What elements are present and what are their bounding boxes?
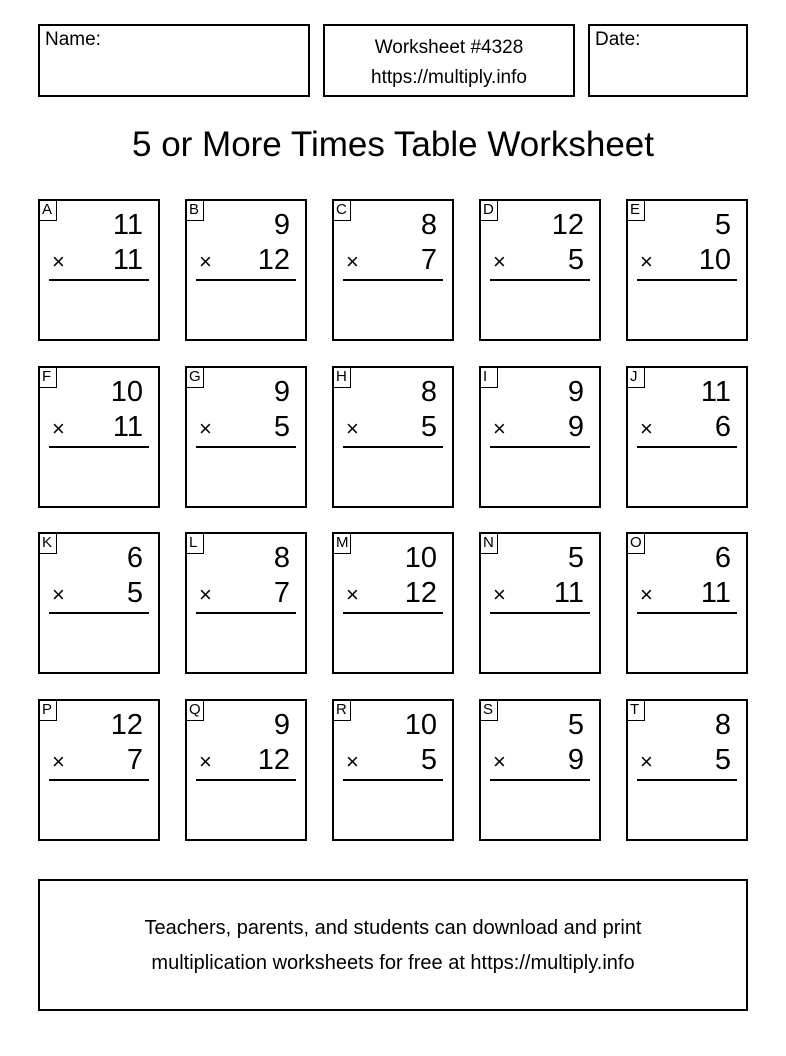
- answer-line: [490, 612, 590, 614]
- problem-cell: [332, 199, 454, 341]
- problem-cell: [38, 532, 160, 674]
- multiplicand: 9: [273, 709, 290, 741]
- answer-line: [343, 446, 443, 448]
- multiplier: 11: [112, 411, 143, 443]
- problem-letter: K: [38, 532, 57, 554]
- multiplicand: 10: [404, 542, 437, 574]
- multiplier: 5: [420, 744, 437, 776]
- multiplier: 5: [420, 411, 437, 443]
- multiplier: 7: [420, 244, 437, 276]
- multiplier: 11: [112, 244, 143, 276]
- times-sign: ×: [346, 749, 359, 774]
- problem-cell: [332, 532, 454, 674]
- times-sign: ×: [346, 249, 359, 274]
- times-sign: ×: [640, 749, 653, 774]
- times-sign: ×: [493, 749, 506, 774]
- problem-cell: [38, 199, 160, 341]
- multiplier: 10: [698, 244, 731, 276]
- answer-line: [196, 612, 296, 614]
- times-sign: ×: [52, 582, 65, 607]
- multiplier: 12: [257, 244, 290, 276]
- multiplicand: 12: [110, 709, 143, 741]
- times-sign: ×: [199, 416, 212, 441]
- problem-cell: [626, 699, 748, 841]
- problem-letter: C: [332, 199, 351, 221]
- worksheet-url: https://multiply.info: [371, 67, 527, 88]
- problem-cell: [332, 699, 454, 841]
- multiplicand: 9: [273, 376, 290, 408]
- problem-letter: M: [332, 532, 351, 554]
- footer-box: [38, 879, 748, 1011]
- answer-line: [637, 779, 737, 781]
- multiplicand: 10: [404, 709, 437, 741]
- problem-letter: N: [479, 532, 498, 554]
- problem-letter: S: [479, 699, 498, 721]
- multiplicand: 11: [700, 376, 731, 408]
- answer-line: [196, 779, 296, 781]
- problem-letter: I: [479, 366, 498, 388]
- times-sign: ×: [52, 249, 65, 274]
- multiplicand: 8: [420, 376, 437, 408]
- date-label: Date:: [595, 29, 641, 50]
- problem-cell: [479, 366, 601, 508]
- answer-line: [49, 446, 149, 448]
- problem-cell: [626, 366, 748, 508]
- answer-line: [196, 279, 296, 281]
- problem-cell: [479, 199, 601, 341]
- problem-letter: Q: [185, 699, 204, 721]
- times-sign: ×: [199, 249, 212, 274]
- problem-letter: T: [626, 699, 645, 721]
- multiplier: 11: [553, 577, 584, 609]
- answer-line: [49, 279, 149, 281]
- multiplicand: 9: [273, 209, 290, 241]
- footer-line-1: Teachers, parents, and students can download and print: [144, 917, 642, 939]
- multiplier: 12: [404, 577, 437, 609]
- times-sign: ×: [52, 416, 65, 441]
- times-sign: ×: [199, 749, 212, 774]
- multiplicand: 5: [567, 709, 584, 741]
- problem-letter: G: [185, 366, 204, 388]
- footer-line-2: multiplication worksheets for free at https://multiply.info: [151, 952, 635, 974]
- problem-letter: P: [38, 699, 57, 721]
- problem-cell: [38, 366, 160, 508]
- multiplicand: 5: [567, 542, 584, 574]
- answer-line: [343, 612, 443, 614]
- multiplier: 5: [714, 744, 731, 776]
- problem-cell: [185, 199, 307, 341]
- problem-letter: A: [38, 199, 57, 221]
- answer-line: [637, 446, 737, 448]
- problem-letter: E: [626, 199, 645, 221]
- answer-line: [490, 446, 590, 448]
- multiplicand: 10: [110, 376, 143, 408]
- multiplicand: 8: [420, 209, 437, 241]
- multiplier: 12: [257, 744, 290, 776]
- problem-cell: [185, 699, 307, 841]
- answer-line: [490, 779, 590, 781]
- problem-letter: L: [185, 532, 204, 554]
- multiplicand: 12: [551, 209, 584, 241]
- problem-cell: [185, 366, 307, 508]
- answer-line: [343, 779, 443, 781]
- answer-line: [49, 779, 149, 781]
- name-label: Name:: [45, 29, 101, 50]
- problem-letter: R: [332, 699, 351, 721]
- multiplicand: 5: [714, 209, 731, 241]
- problem-cell: [185, 532, 307, 674]
- problem-letter: O: [626, 532, 645, 554]
- problem-cell: [626, 199, 748, 341]
- times-sign: ×: [199, 582, 212, 607]
- worksheet-number: Worksheet #4328: [374, 37, 524, 58]
- times-sign: ×: [52, 749, 65, 774]
- times-sign: ×: [640, 249, 653, 274]
- answer-line: [490, 279, 590, 281]
- multiplicand: 8: [273, 542, 290, 574]
- times-sign: ×: [346, 582, 359, 607]
- page-title: 5 or More Times Table Worksheet: [132, 125, 654, 164]
- multiplicand: 11: [112, 209, 143, 241]
- problem-cell: [626, 532, 748, 674]
- problem-letter: B: [185, 199, 204, 221]
- problem-letter: D: [479, 199, 498, 221]
- answer-line: [343, 279, 443, 281]
- multiplier: 7: [126, 744, 143, 776]
- times-sign: ×: [640, 416, 653, 441]
- answer-line: [637, 279, 737, 281]
- multiplier: 5: [273, 411, 290, 443]
- multiplier: 11: [700, 577, 731, 609]
- times-sign: ×: [493, 249, 506, 274]
- multiplier: 7: [273, 577, 290, 609]
- answer-line: [49, 612, 149, 614]
- multiplicand: 8: [714, 709, 731, 741]
- multiplier: 5: [567, 244, 584, 276]
- answer-line: [637, 612, 737, 614]
- multiplicand: 6: [126, 542, 143, 574]
- times-sign: ×: [493, 582, 506, 607]
- times-sign: ×: [346, 416, 359, 441]
- problem-cell: [38, 699, 160, 841]
- problem-letter: H: [332, 366, 351, 388]
- times-sign: ×: [493, 416, 506, 441]
- multiplier: 5: [126, 577, 143, 609]
- multiplier: 6: [714, 411, 731, 443]
- problem-cell: [332, 366, 454, 508]
- multiplicand: 6: [714, 542, 731, 574]
- times-sign: ×: [640, 582, 653, 607]
- answer-line: [196, 446, 296, 448]
- problem-cell: [479, 532, 601, 674]
- multiplier: 9: [567, 744, 584, 776]
- multiplier: 9: [567, 411, 584, 443]
- problem-cell: [479, 699, 601, 841]
- multiplicand: 9: [567, 376, 584, 408]
- problem-letter: J: [626, 366, 645, 388]
- problem-letter: F: [38, 366, 57, 388]
